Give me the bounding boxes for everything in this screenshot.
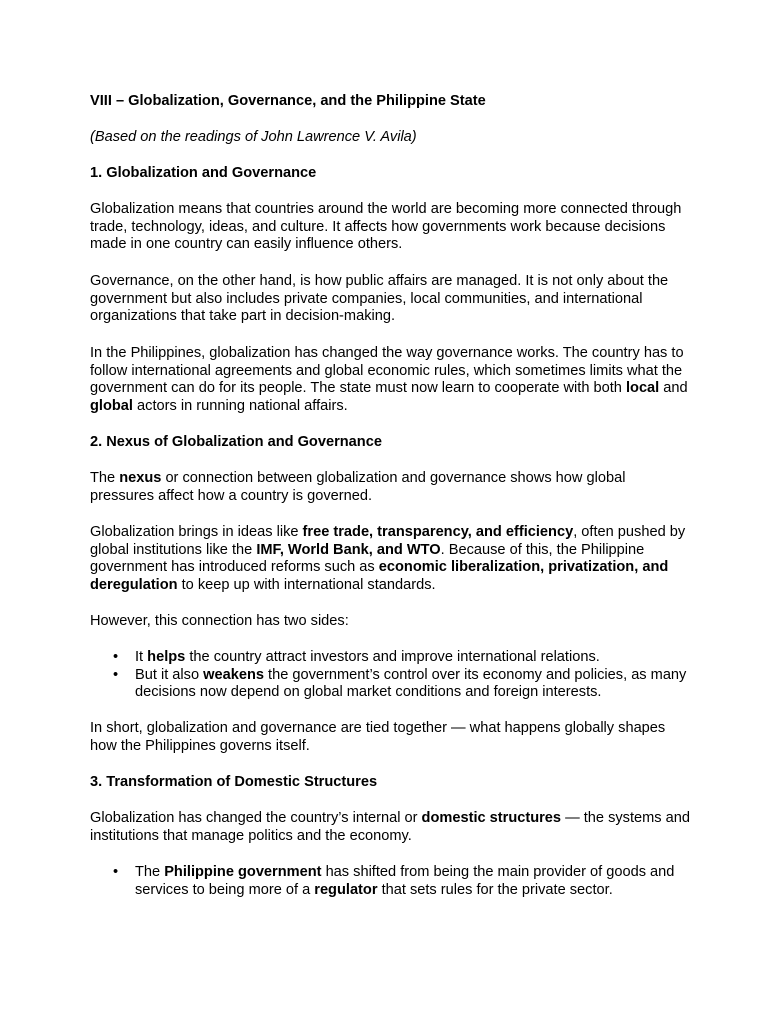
section-2-paragraph-4: In short, globalization and governance are tied together — what happens globally shapes how the Philippines governs itself. xyxy=(90,720,666,754)
section-1-paragraph-3: In the Philippines, globalization has changed the way governance works. The country has to follow international agreements and global economic rules, which sometimes limits what the government can do for its people. The state must now learn to cooperate with both local and global actors in running national affairs. xyxy=(90,345,688,414)
section-2-bullet-list xyxy=(90,649,690,702)
section-1-paragraph-1: Globalization means that countries around the world are becoming more connected through trade, technology, ideas, and culture. It affects how governments work because decisions made in one country can easily influence others. xyxy=(90,201,682,253)
section-2-heading: 2. Nexus of Globalization and Governance xyxy=(90,434,382,450)
section-2-paragraph-2: Globalization brings in ideas like free trade, transparency, and efficiency, often pushed by global institutions like the IMF, World Bank, and WTO. Because of this, the Philippine government has introduced reforms such as economic liberalization, privatization, and deregulation to keep up with international standards. xyxy=(90,524,686,593)
section-1-paragraph-2: Governance, on the other hand, is how public affairs are managed. It is not only about the government but also includes private companies, local communities, and international organizations that take part in decision-making. xyxy=(90,273,669,325)
document-subtitle: (Based on the readings of John Lawrence V. Avila) xyxy=(90,129,417,145)
section-1-heading: 1. Globalization and Governance xyxy=(90,165,317,181)
list-item: • The Philippine government has shifted from being the main provider of goods and services to being more of a regulator that sets rules for the private sector. xyxy=(90,864,690,899)
section-3-paragraph-1: Globalization has changed the country’s internal or domestic structures — the systems and institutions that manage politics and the economy. xyxy=(90,810,691,844)
list-item: • But it also weakens the government’s control over its economy and policies, as many decisions now depend on global market conditions and foreign interests. xyxy=(90,667,690,702)
section-2-paragraph-1: The nexus or connection between globalization and governance shows how global pressures affect how a country is governed. xyxy=(90,470,626,504)
document-title: VIII – Globalization, Governance, and the Philippine State xyxy=(90,93,486,109)
section-3-heading: 3. Transformation of Domestic Structures xyxy=(90,774,378,790)
section-2-paragraph-3: However, this connection has two sides: xyxy=(90,613,349,629)
section-3-bullet-list xyxy=(90,864,690,899)
list-item: • It helps the country attract investors and improve international relations. xyxy=(90,649,690,667)
